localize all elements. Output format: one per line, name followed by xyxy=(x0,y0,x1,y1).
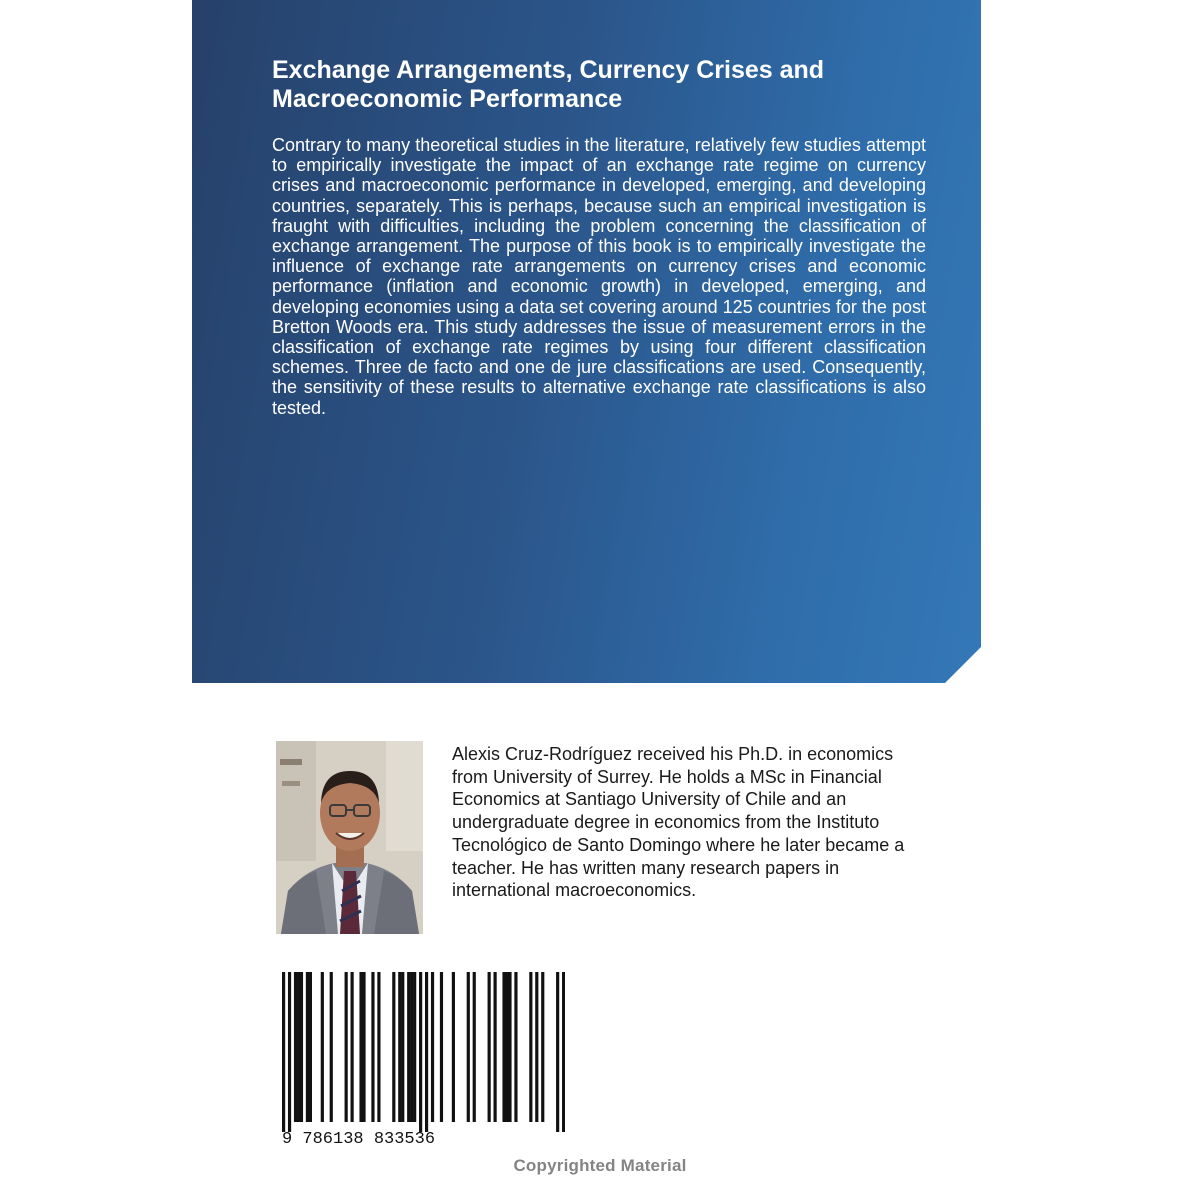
barcode-bar xyxy=(351,972,354,1122)
barcode-bar xyxy=(392,972,395,1122)
barcode-bar xyxy=(514,972,517,1122)
barcode-bars-icon xyxy=(282,972,565,1132)
barcode-bar xyxy=(401,972,404,1122)
barcode-bar xyxy=(473,972,476,1122)
barcode-bar xyxy=(413,972,416,1122)
barcode-bar xyxy=(321,972,324,1122)
book-description: Contrary to many theoretical studies in the literature, relatively few studies attempt to empirically investigate the impact of an exchange rate regime on currency crises and macroeconomic performance in developed, emerging, and developing countries, separately. This is perhaps, because such an empirical investigation is fraught with difficulties, including the problem concerning the classification of exchange arrangement. The purpose of this book is to empirically investigate the influence of exchange rate arrangements on currency crises and economic performance (inflation and economic growth) in developed, emerging, and developing economies using a data set covering around 125 countries for the post Bretton Woods era. This study addresses the issue of measurement errors in the classification of exchange rate regimes by using four different classification schemes. Three de facto and one de jure classifications are used. Consequently, the sensitivity of these results to alternative exchange rate classifications is also tested. xyxy=(272,135,926,418)
barcode-bar xyxy=(541,972,544,1122)
barcode-bar xyxy=(282,972,285,1132)
barcode-bar xyxy=(345,972,348,1122)
barcode-bar xyxy=(407,972,410,1122)
author-portrait-icon xyxy=(276,741,423,934)
barcode-bar xyxy=(297,972,300,1122)
barcode-bar xyxy=(300,972,303,1122)
barcode-bar xyxy=(505,972,508,1122)
barcode-bar xyxy=(452,972,455,1122)
barcode-bar xyxy=(467,972,470,1122)
barcode-bar xyxy=(419,972,422,1132)
isbn-number: 9 786138 833536 xyxy=(282,1130,436,1149)
barcode-bar xyxy=(377,972,380,1122)
barcode-bar xyxy=(330,972,333,1122)
barcode-bar xyxy=(494,972,497,1122)
barcode-bar xyxy=(371,972,374,1122)
barcode-bar xyxy=(502,972,505,1122)
barcode-bar xyxy=(431,972,434,1122)
author-photo xyxy=(276,741,423,934)
barcode-bar xyxy=(410,972,413,1122)
barcode-bar xyxy=(294,972,297,1122)
copyright-watermark-bottom: Copyrighted Material xyxy=(513,1156,687,1175)
barcode-bar xyxy=(306,972,309,1122)
barcode-bar xyxy=(398,972,401,1122)
barcode-bar xyxy=(359,972,362,1122)
author-biography: Alexis Cruz-Rodríguez received his Ph.D. in economics from University of Surrey. He holds a MSc in Financial Economics at Santiago University of Chile and an undergraduate degree in economics from the Instituto Tecnológico de Santo Domingo where he later became a teacher. He has written many research papers in international macroeconomics. xyxy=(452,744,905,901)
barcode-bar xyxy=(562,972,565,1132)
barcode-bar xyxy=(529,972,532,1122)
barcode-bar xyxy=(440,972,443,1122)
barcode-bar xyxy=(362,972,365,1122)
barcode-bar xyxy=(288,972,291,1132)
barcode-bar xyxy=(488,972,491,1122)
barcode-bar xyxy=(425,972,428,1132)
barcode-bar xyxy=(535,972,538,1122)
barcode-bar xyxy=(556,972,559,1132)
barcode-bar xyxy=(508,972,511,1122)
book-title: Exchange Arrangements, Currency Crises and Macroeconomic Performance xyxy=(272,56,825,113)
barcode-bar xyxy=(309,972,312,1122)
